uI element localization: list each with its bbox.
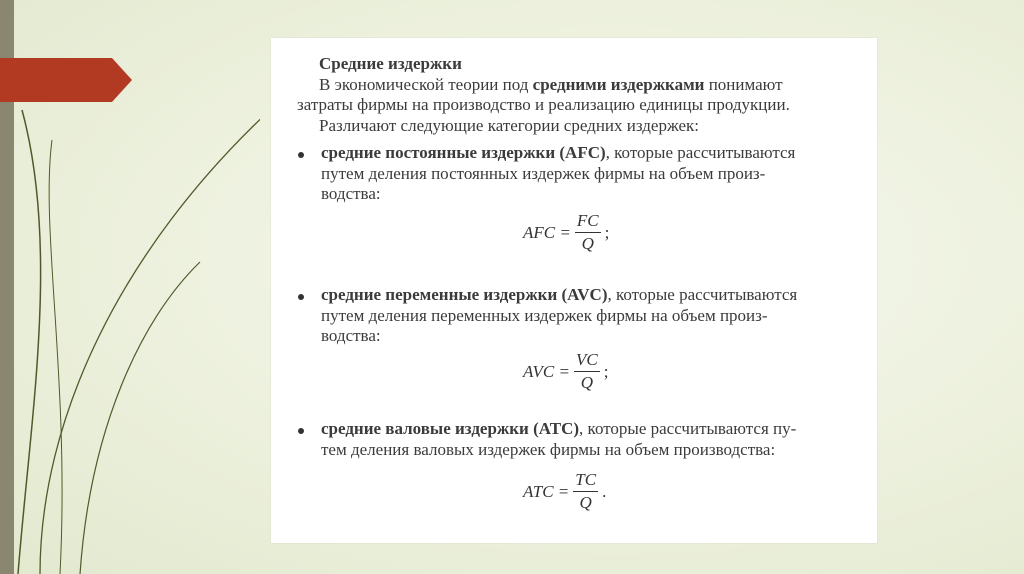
fraction-numerator: TC: [573, 471, 598, 492]
item-atc-line-1: [321, 419, 796, 439]
formula-afc: [523, 212, 609, 253]
fraction-numerator: FC: [575, 212, 601, 233]
fraction: [573, 471, 598, 512]
fraction-numerator: VC: [574, 351, 600, 372]
intro-text: В экономической теории под: [319, 75, 533, 94]
item-afc-line-1: [321, 143, 795, 163]
bullet: [298, 294, 304, 300]
bullet: [298, 428, 304, 434]
item-afc-line-3: водства:: [321, 184, 381, 203]
bullet: [298, 152, 304, 158]
formula-lhs: AFC =: [523, 222, 571, 242]
item-avc-line-3: водства:: [321, 326, 381, 345]
item-afc-text: , которые рассчитываются: [605, 143, 796, 162]
item-atc-line-2: тем деления валовых издержек фирмы на объем производства:: [321, 440, 776, 459]
item-afc-term: средние постоянные издержки (AFC): [321, 143, 606, 162]
fraction-denominator: Q: [580, 373, 593, 392]
formula-lhs: ATC =: [523, 481, 570, 501]
item-avc-text: , которые рассчитываются: [607, 285, 798, 304]
intro-term: средними издержками: [532, 75, 705, 94]
intro-line-1: [319, 75, 783, 95]
formula-punct: ;: [604, 222, 610, 242]
intro-line-2: затраты фирмы на производство и реализацию единицы продукции.: [297, 95, 790, 114]
formula-punct: .: [602, 481, 607, 501]
intro-text-end: понимают: [704, 75, 783, 94]
formula-lhs: AVC =: [523, 361, 570, 381]
section-title: Средние издержки: [319, 54, 462, 73]
item-avc-term: средние переменные издержки (AVC): [321, 285, 608, 304]
fraction-denominator: Q: [581, 234, 594, 253]
formula-avc: [523, 351, 608, 392]
formula-atc: [523, 471, 606, 512]
item-afc-line-2: путем деления постоянных издержек фирмы на объем произ-: [321, 164, 766, 183]
formula-punct: ;: [603, 361, 609, 381]
fraction-denominator: Q: [579, 493, 592, 512]
item-avc-line-1: [321, 285, 797, 305]
intro-line-3: Различают следующие категории средних издержек:: [319, 116, 700, 135]
item-atc-term: средние валовые издержки (ATC): [321, 419, 580, 438]
decorative-curves: [0, 0, 260, 574]
item-avc-line-2: путем деления переменных издержек фирмы на объем произ-: [321, 306, 768, 325]
document-page: [271, 38, 877, 543]
fraction: [575, 212, 601, 253]
item-atc-text: , которые рассчитываются пу-: [579, 419, 797, 438]
fraction: [574, 351, 600, 392]
